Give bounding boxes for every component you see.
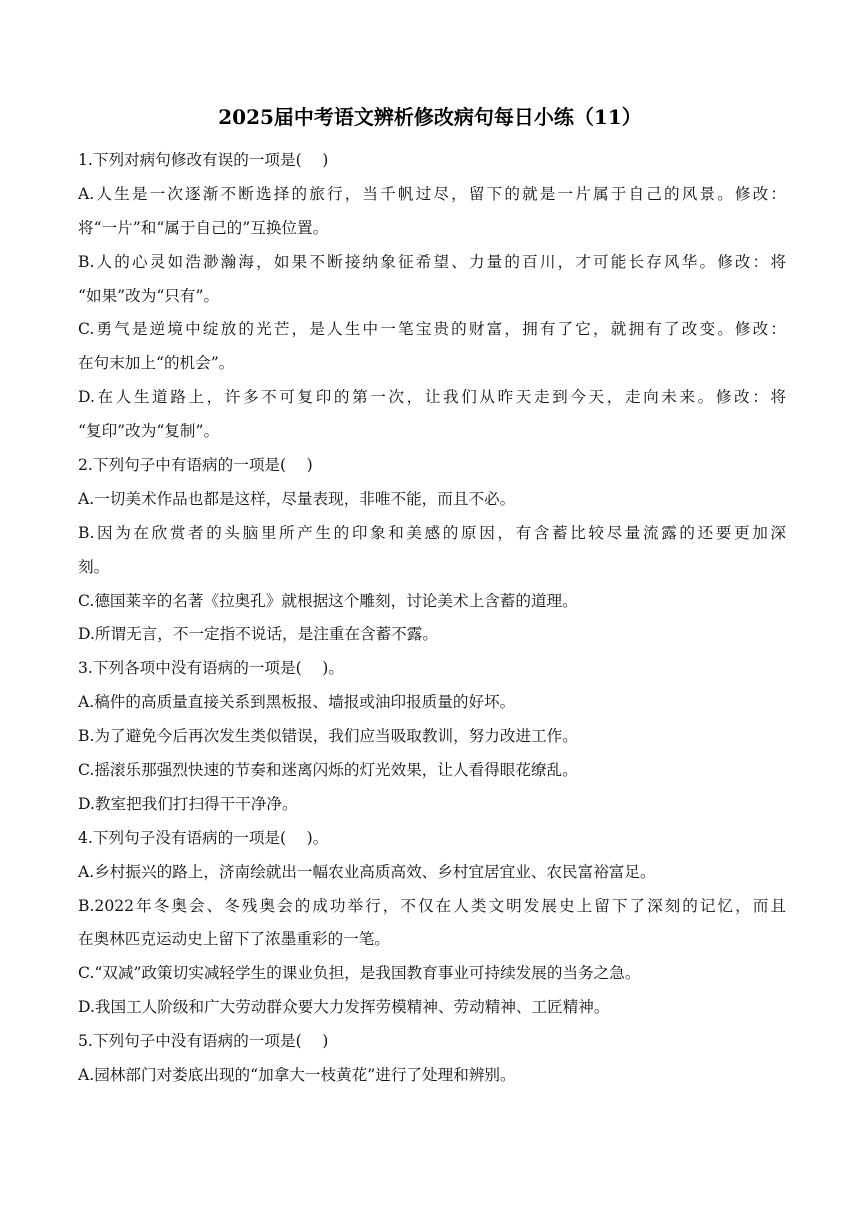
question-2-option-b: B.因为在欣赏者的头脑里所产生的印象和美感的原因，有含蓄比较尽量流露的还要更加深 xyxy=(78,523,786,542)
question-1-stem: 1.下列对病句修改有误的一项是( ) xyxy=(78,151,329,169)
question-1-option-d-cont: “复印”改为“复制”。 xyxy=(78,422,220,441)
question-2-option-a: A.一切美术作品也都是这样，尽量表现，非唯不能，而且不必。 xyxy=(78,489,516,508)
question-2-option-c: C.德国莱辛的名著《拉奥孔》就根据这个雕刻，讨论美术上含蓄的道理。 xyxy=(78,591,578,610)
question-4-option-a: A.乡村振兴的路上，济南绘就出一幅农业高质高效、乡村宜居宜业、农民富裕富足。 xyxy=(78,862,656,881)
question-2-option-d: D.所谓无言，不一定指不说话，是注重在含蓄不露。 xyxy=(78,625,438,644)
question-1-option-d: D.在人生道路上，许多不可复印的第一次，让我们从昨天走到今天，走向未来。修改：将 xyxy=(78,388,786,407)
question-3-option-a: A.稿件的高质量直接关系到黑板报、墙报或油印报质量的好坏。 xyxy=(78,693,516,712)
question-2-stem: 2.下列句子中有语病的一项是( ) xyxy=(78,456,313,475)
question-1-option-a: A.人生是一次逐渐不断选择的旅行，当千帆过尽，留下的就是一片属于自己的风景。修改： xyxy=(78,184,786,203)
question-1-option-c-cont: 在句末加上“的机会”。 xyxy=(78,354,235,373)
question-2-option-b-cont: 刻。 xyxy=(78,557,110,576)
question-1-option-b-cont: “如果”改为“只有”。 xyxy=(78,286,220,305)
question-5-option-a: A.园林部门对娄底出现的“加拿大一枝黄花”进行了处理和辨别。 xyxy=(78,1066,516,1085)
question-3-option-c: C.摇滚乐那强烈快速的节奏和迷离闪烁的灯光效果，让人看得眼花缭乱。 xyxy=(78,761,578,780)
question-4-option-b-cont: 在奥林匹克运动史上留下了浓墨重彩的一笔。 xyxy=(78,930,390,949)
document-title: 2025届中考语文辨析修改病句每日小练（11） xyxy=(218,105,642,129)
question-4-option-c: C.“双减”政策切实减轻学生的课业负担，是我国教育事业可持续发展的当务之急。 xyxy=(78,964,641,983)
question-3-stem: 3.下列各项中没有语病的一项是( )。 xyxy=(78,659,344,678)
question-1-option-a-cont: 将“一片”和“属于自己的”互换位置。 xyxy=(78,218,329,237)
document-body xyxy=(78,144,786,1093)
question-3-option-d: D.教室把我们打扫得干干净净。 xyxy=(78,794,298,813)
question-1-option-c: C.勇气是逆境中绽放的光芒，是人生中一笔宝贵的财富，拥有了它，就拥有了改变。修改： xyxy=(78,320,786,339)
question-3-option-b: B.为了避免今后再次发生类似错误，我们应当吸取教训，努力改进工作。 xyxy=(78,727,578,746)
question-4-stem: 4.下列句子没有语病的一项是( )。 xyxy=(78,828,329,847)
question-4-option-d: D.我国工人阶级和广大劳动群众要大力发挥劳模精神、劳动精神、工匠精神。 xyxy=(78,998,610,1017)
question-5-stem: 5.下列句子中没有语病的一项是( ) xyxy=(78,1032,329,1051)
question-4-option-b: B.2022年冬奥会、冬残奥会的成功举行，不仅在人类文明发展史上留下了深刻的记忆，而且 xyxy=(78,896,786,915)
question-1-option-b: B.人的心灵如浩渺瀚海，如果不断接纳象征希望、力量的百川，才可能长存风华。修改：将 xyxy=(78,252,786,271)
